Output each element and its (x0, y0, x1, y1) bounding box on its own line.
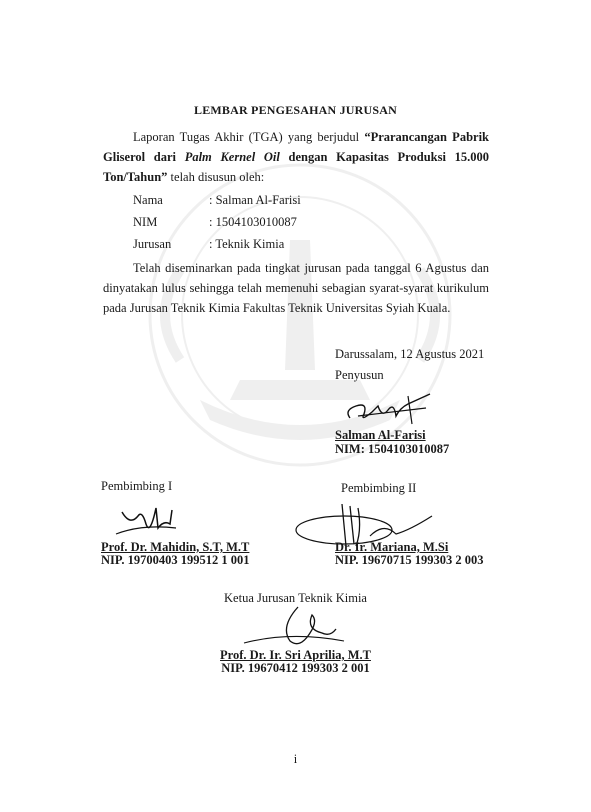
head-role: Ketua Jurusan Teknik Kimia (224, 591, 367, 605)
advisor2-nip: NIP. 19670715 199303 2 003 (335, 553, 484, 567)
advisor1-signature (112, 498, 192, 542)
nim-label: NIM (133, 215, 158, 229)
head-signature (240, 603, 350, 653)
advisor1-name: Prof. Dr. Mahidin, S.T, M.T (101, 540, 250, 554)
report-title-part2: dengan Kapasitas Produksi 15.000 Ton/Tahun” (103, 150, 489, 184)
author-nim: NIM: 1504103010087 (335, 442, 450, 456)
head-name: Prof. Dr. Ir. Sri Aprilia, M.T (220, 648, 371, 662)
seminar-text: Telah diseminarkan pada tingkat jurusan pada tanggal 6 Agustus dan dinyatakan lulus sehingga telah memenuhi sebagian syarat-syarat kurikulum pada Jurusan Teknik Kimia Fakultas Teknik Universitas Syiah Kuala. (103, 261, 489, 315)
author-signature (338, 388, 438, 432)
head-nip: NIP. 19670412 199303 2 001 (221, 661, 370, 675)
advisor1-nip: NIP. 19700403 199512 1 001 (101, 553, 250, 567)
author-name: Salman Al-Farisi (335, 428, 426, 442)
intro-tail: telah disusun oleh: (170, 170, 265, 184)
advisor1-role: Pembimbing I (101, 479, 173, 493)
intro-paragraph (103, 127, 489, 187)
department-value: : Teknik Kimia (209, 237, 285, 251)
advisor2-role: Pembimbing II (341, 481, 417, 495)
author-role: Penyusun (335, 368, 384, 382)
report-title-part1: “Prarancangan Pabrik Gliserol dari (103, 130, 489, 164)
name-value: : Salman Al-Farisi (209, 193, 301, 207)
page-number: i (293, 752, 298, 766)
seminar-paragraph (103, 258, 489, 318)
advisor2-name: Dr. Ir. Mariana, M.Si (335, 540, 449, 554)
report-title-italic: Palm Kernel Oil (184, 150, 280, 164)
intro-text: Laporan Tugas Akhir (TGA) yang berjudul (133, 130, 360, 144)
place-date: Darussalam, 12 Agustus 2021 (335, 347, 485, 361)
name-label: Nama (133, 193, 163, 207)
page-title: LEMBAR PENGESAHAN JURUSAN (193, 103, 398, 117)
nim-value: : 1504103010087 (209, 215, 297, 229)
department-label: Jurusan (133, 237, 172, 251)
